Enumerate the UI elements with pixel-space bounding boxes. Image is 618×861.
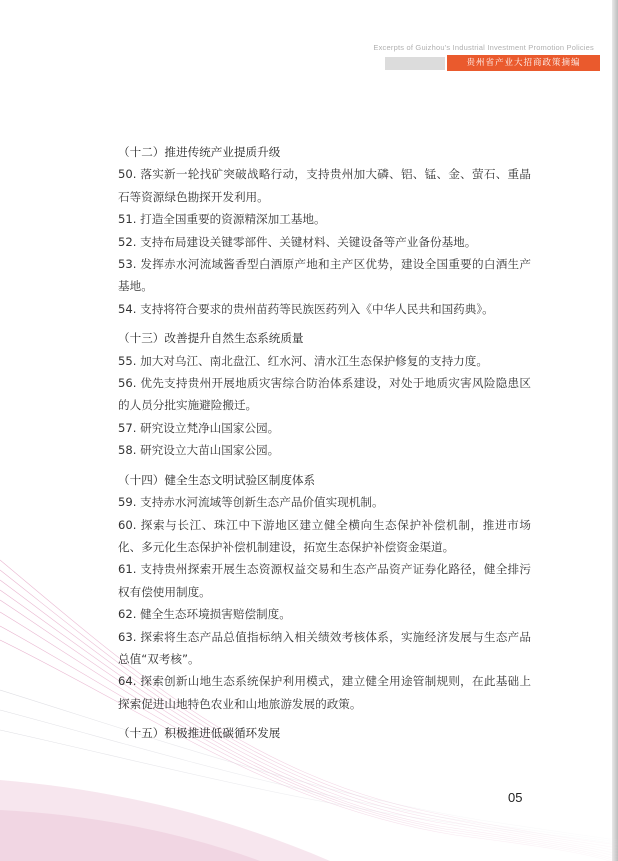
policy-item: 54. 支持将符合要求的贵州苗药等民族医药列入《中华人民共和国药典》。 (118, 301, 494, 316)
section-heading: （十五）积极推进低碳循环发展 (118, 726, 281, 741)
section-heading: （十三）改善提升自然生态系统质量 (118, 331, 304, 346)
header-english-title: Excerpts of Guizhou's Industrial Investment Promotion Policies (373, 43, 594, 52)
header-chinese-title: 贵州省产业大招商政策摘编 (447, 55, 600, 71)
header-gray-bar (385, 57, 445, 70)
policy-item: 62. 健全生态环境损害赔偿制度。 (118, 607, 291, 622)
policy-item: 56. 优先支持贵州开展地质灾害综合防治体系建设，对处于地质灾害风险隐患区的人员分批实施避险搬迁。 (118, 376, 531, 413)
policy-item: 53. 发挥赤水河流域酱香型白酒原产地和主产区优势，建设全国重要的白酒生产基地。 (118, 257, 531, 294)
policy-item: 55. 加大对乌江、南北盘江、红水河、清水江生态保护修复的支持力度。 (118, 353, 488, 368)
policy-item: 50. 落实新一轮找矿突破战略行动，支持贵州加大磷、铝、锰、金、萤石、重晶石等资源绿色勘探开发利用。 (118, 167, 531, 204)
policy-item: 61. 支持贵州探索开展生态资源权益交易和生态产品资产证券化路径，健全排污权有偿使用制度。 (118, 562, 531, 599)
policy-item: 51. 打造全国重要的资源精深加工基地。 (118, 212, 326, 227)
policy-item: 64. 探索创新山地生态系统保护利用模式，建立健全用途管制规则，在此基础上探索促进山地特色农业和山地旅游发展的政策。 (118, 674, 531, 711)
policy-item: 58. 研究设立大苗山国家公园。 (118, 443, 280, 458)
policy-content (118, 141, 531, 745)
policy-item: 63. 探索将生态产品总值指标纳入相关绩效考核体系，实施经济发展与生态产品总值“双考核”。 (118, 629, 531, 666)
page-number: 05 (508, 790, 523, 805)
policy-item: 57. 研究设立梵净山国家公园。 (118, 420, 280, 435)
section-heading: （十二）推进传统产业提质升级 (118, 145, 281, 159)
policy-item: 60. 探索与长江、珠江中下游地区建立健全横向生态保护补偿机制，推进市场化、多元化生态保护补偿机制建设，拓宽生态保护补偿资金渠道。 (118, 517, 531, 554)
policy-item: 52. 支持布局建设关键零部件、关键材料、关键设备等产业备份基地。 (118, 234, 477, 249)
policy-item: 59. 支持赤水河流域等创新生态产品价值实现机制。 (118, 495, 384, 510)
section-heading: （十四）健全生态文明试验区制度体系 (118, 472, 316, 487)
